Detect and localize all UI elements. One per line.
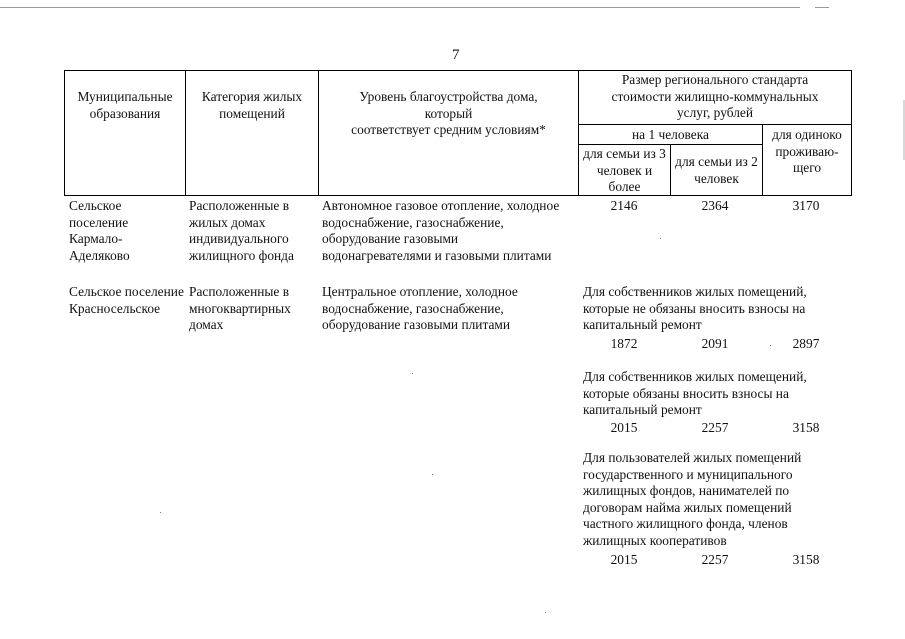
header-single-line2: проживаю- [775,143,839,159]
scan-speck [545,612,546,613]
scan-speck [770,345,771,346]
group-note-tenants: Для пользователей жилых помещений государственного и муниципального жилищных фондов, нанимателей по договорам найма жилых помещений частного жилищного фонда, членов жилищных кооперативов [583,450,802,548]
header-per-person: на 1 человека [632,127,709,142]
value-family2: 2091 [701,336,729,351]
header-level-line1: Уровень благоустройства дома, [359,89,538,104]
group-note-no-capital-repair: Для собственников жилых помещений, которые не обязаны вносить взносы на капитальный ремонт [583,284,807,332]
value-single: 3158 [792,552,820,567]
row-category: Расположенные в жилых домах индивидуального жилищного фонда [189,198,294,263]
header-level-line3: соответствует средним условиям* [351,122,546,137]
group-note-capital-repair: Для собственников жилых помещений, которые обязаны вносить взносы на капитальный ремонт [583,369,807,417]
scan-speck [412,373,413,374]
header-single-line1: для одиноко [772,127,842,142]
header-level-line2: который [424,105,473,121]
header-category: Категория жилых помещений [201,89,303,121]
scan-speck [660,238,661,239]
value-family3: 1872 [610,336,638,351]
row-category: Расположенные в многоквартирных домах [189,284,291,332]
value-single: 3158 [792,420,820,435]
row-level: Автономное газовое отопление, холодное водоснабжение, газоснабжение, оборудование газовыми водонагревателями и газовыми плитами [322,198,560,263]
value-family3: 2015 [610,552,638,567]
header-municipality: Муниципальные образования [77,89,173,121]
header-family3: для семьи из 3 человек и более [583,146,666,194]
scan-top-line [0,7,800,8]
value-family2: 2257 [701,552,729,567]
value-single: 3170 [792,198,820,213]
header-single-line3: щего [792,160,822,175]
value-single: 2897 [792,336,820,351]
row-municipality: Сельское поселение Кармало-Аделяково [69,198,130,263]
scan-speck [160,512,161,513]
header-single [763,127,851,177]
value-family3: 2146 [610,198,638,213]
value-family3: 2015 [610,420,638,435]
row-municipality: Сельское поселение Красносельское [69,284,184,316]
header-standard: Размер регионального стандарта стоимости жилищно-коммунальных услуг, рублей [611,72,819,120]
page-number: 7 [452,47,460,63]
row-level: Центральное отопление, холодное водоснабжение, газоснабжение, оборудование газовыми плитами [322,284,518,332]
header-family2: для семьи из 2 человек [675,154,758,186]
scan-speck [432,474,433,475]
header-level [320,89,577,139]
scan-top-line-fragment [815,7,829,8]
value-family2: 2257 [701,420,729,435]
value-family2: 2364 [701,198,729,213]
